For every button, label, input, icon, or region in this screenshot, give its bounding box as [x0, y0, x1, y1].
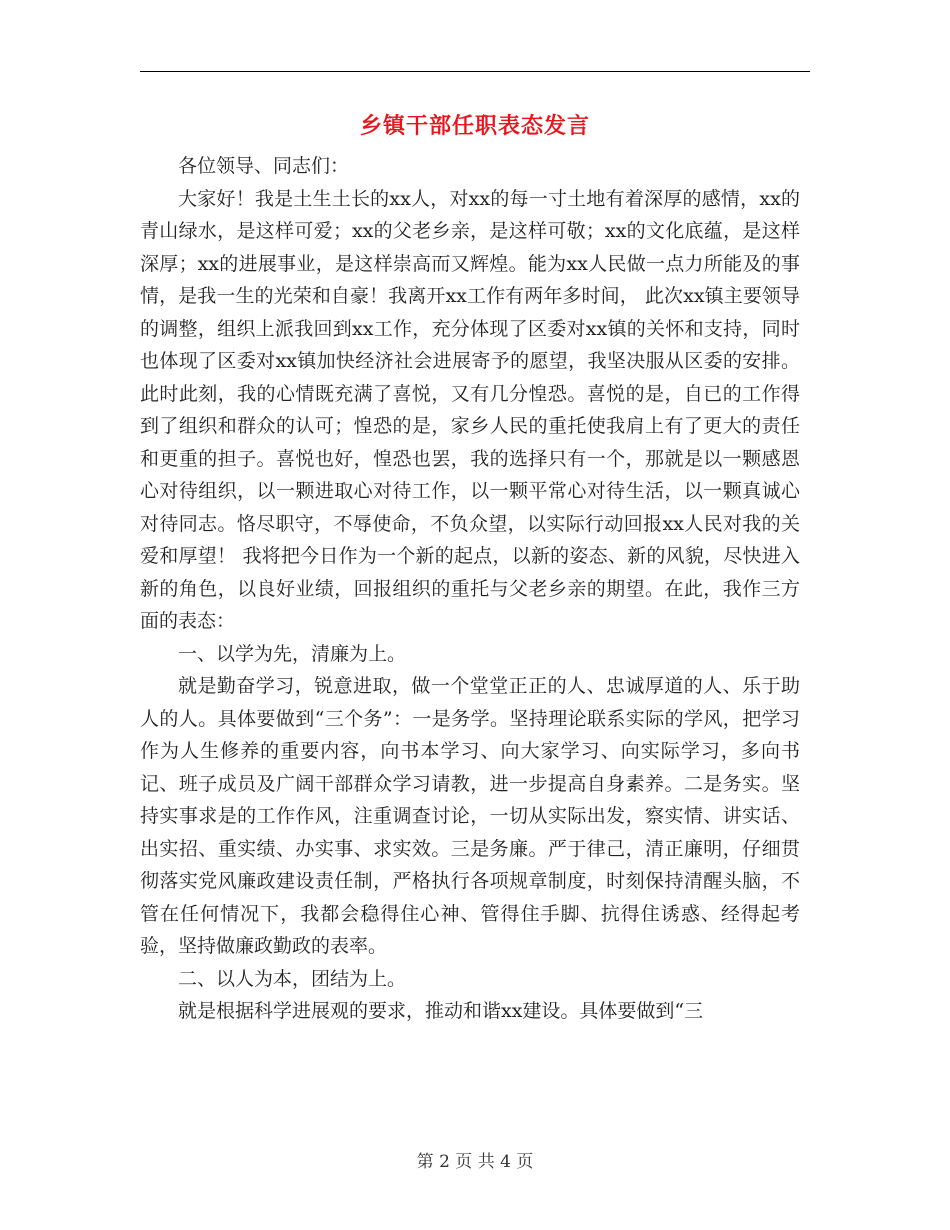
- footer-middle: 页 共: [455, 1152, 495, 1172]
- document-title: 乡镇干部任职表态发言: [359, 113, 590, 139]
- section-heading-one: 一、以学为先，清廉为上。: [178, 642, 407, 665]
- footer-prefix: 第: [416, 1152, 434, 1172]
- document-body: [140, 150, 800, 1028]
- page-footer: [0, 1148, 950, 1176]
- footer-page-number: 2: [439, 1152, 450, 1172]
- footer-total-pages: 4: [500, 1152, 511, 1172]
- header-rule: [140, 71, 810, 72]
- section-heading-two: 二、以人为本，团结为上。: [178, 967, 407, 990]
- footer-suffix: 页: [516, 1152, 534, 1172]
- paragraph-section-two: 就是根据科学进展观的要求，推动和谐xx建设。具体要做到“三: [178, 1000, 704, 1022]
- paragraph-section-one: 就是勤奋学习，锐意进取，做一个堂堂正正的人、忠诚厚道的人、乐于助人的人。具体要做到“三个务”：一是务学。坚持理论联系实际的学风，把学习作为人生修养的重要内容，向书本学习、向大家学习、向实际学习，多向书记、班子成员及广阔干部群众学习请教，进一步提高自身素养。二是务实。坚持实事求是的工作作风，注重调查讨论，一切从实际出发，察实情、讲实话、出实招、重实绩、办实事、求实效。三是务廉。严于律己，清正廉明，仔细贯彻落实党风廉政建设责任制，严格执行各项规章制度，时刻保持清醒头脑，不管在任何情况下，我都会稳得住心神、管得住手脚、抗得住诱惑、经得起考验，坚持做廉政勤政的表率。: [140, 675, 800, 957]
- paragraph-salutation: 各位领导、同志们：: [178, 155, 350, 177]
- paragraph-introduction: 大家好！我是土生土长的xx人，对xx的每一寸土地有着深厚的感情，xx的青山绿水，是这样可爱；xx的父老乡亲，是这样可敬；xx的文化底蕴，是这样深厚；xx的进展事业，是这样崇高而又辉煌。能为xx人民做一点力所能及的事情，是我一生的光荣和自豪！我离开xx工作有两年多时间， 此次xx镇主要领导的调整，组织上派我回到xx工作，充分体现了区委对xx镇的关怀和支持，同时也体现了区委对xx镇加快经济社会进展寄予的愿望，我坚决服从区委的安排。此时此刻，我的心情既充满了喜悦，又有几分惶恐。喜悦的是，自已的工作得到了组织和群众的认可；惶恐的是，家乡人民的重托使我肩上有了更大的责任和更重的担子。喜悦也好，惶恐也罢，我的选择只有一个，那就是以一颗感恩心对待组织，以一颗进取心对待工作，以一颗平常心对待生活，以一颗真诚心对待同志。恪尽职守，不辱使命，不负众望，以实际行动回报xx人民对我的关爱和厚望！ 我将把今日作为一个新的起点，以新的姿态、新的风貌，尽快进入新的角色，以良好业绩，回报组织的重托与父老乡亲的期望。在此，我作三方面的表态：: [140, 187, 800, 632]
